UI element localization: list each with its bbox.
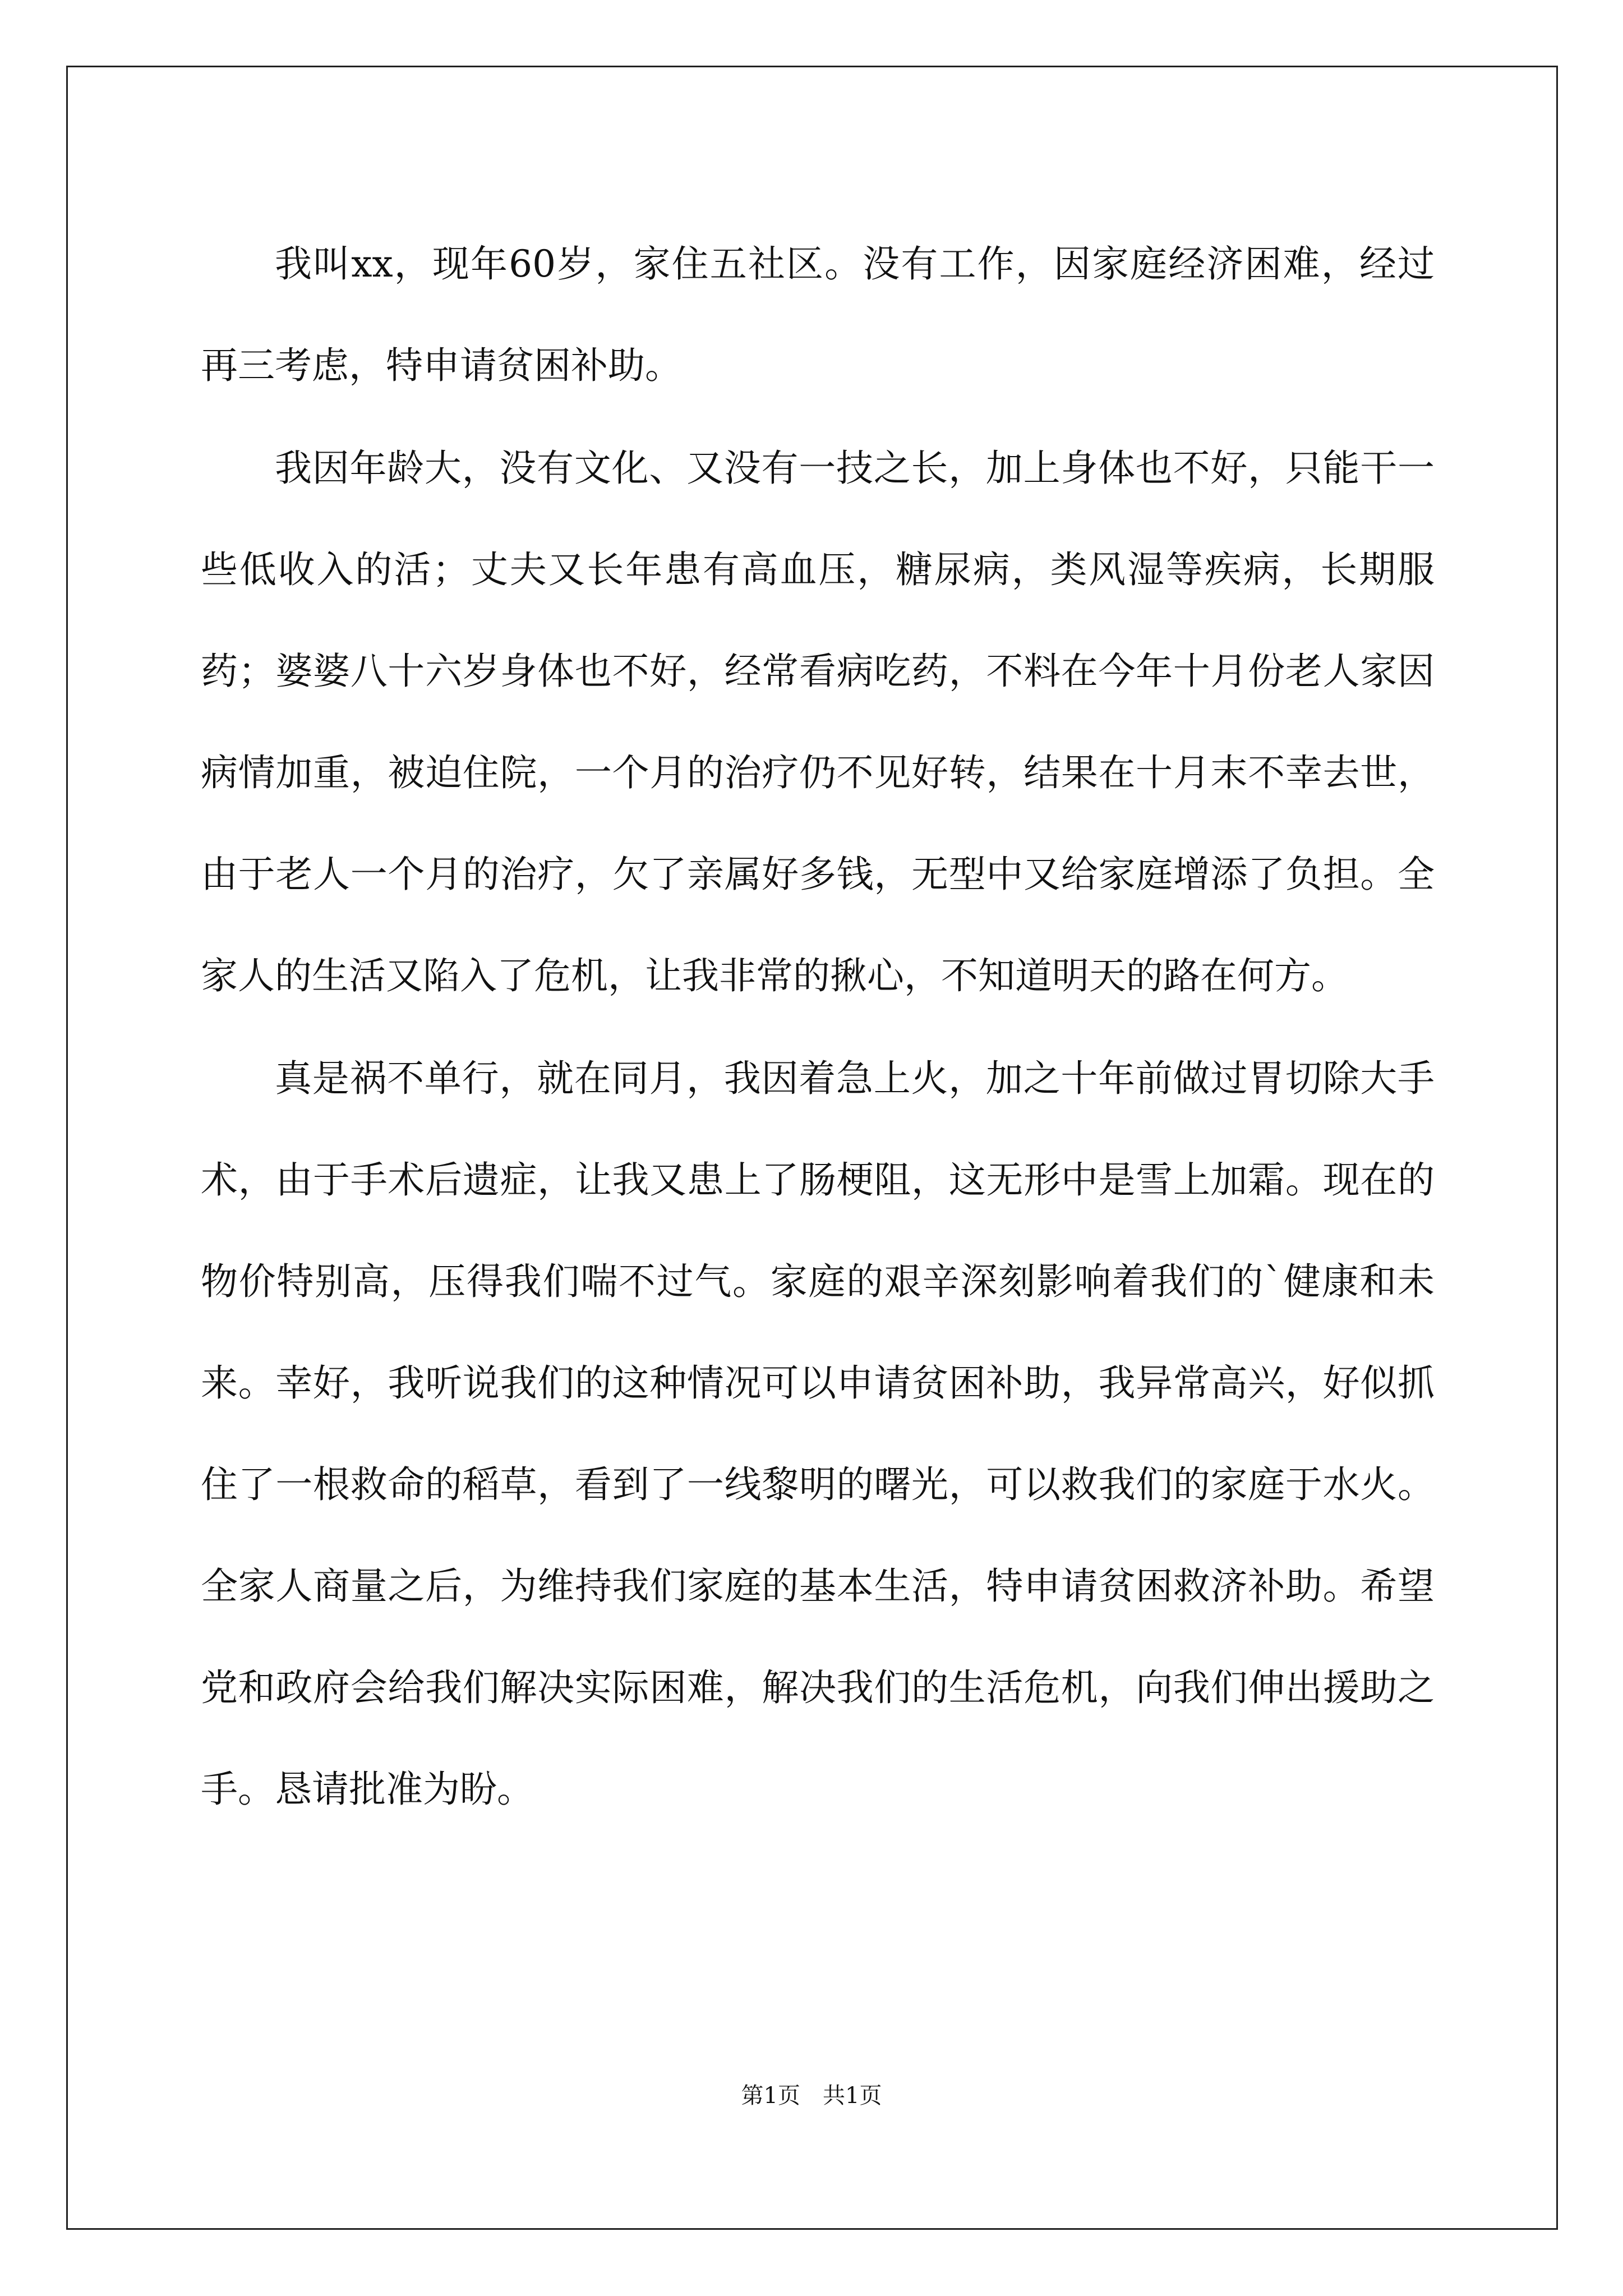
paragraph-1: 我叫xx，现年60岁，家住五社区。没有工作，因家庭经济困难，经过再三考虑，特申请贫困补助。 <box>201 242 1435 387</box>
page-total: 共1页 <box>823 2083 882 2109</box>
paragraph-3: 真是祸不单行，就在同月，我因着急上火，加之十年前做过胃切除大手术，由于手术后遗症，让我又患上了肠梗阻，这无形中是雪上加霜。现在的物价特别高，压得我们喘不过气。家庭的艰辛深刻影响着我们的`健康和未来。幸好，我听说我们的这种情况可以申请贫困补助，我异常高兴，好似抓住了一根救命的稻草，看到了一线黎明的曙光，可以救我们的家庭于水火。全家人商量之后，为维持我们家庭的基本生活，特申请贫困救济补助。希望党和政府会给我们解决实际困难，解决我们的生活危机，向我们伸出援助之手。恳请批准为盼。 <box>201 1057 1435 1811</box>
page-footer <box>0 2079 1623 2113</box>
document-body <box>201 213 1435 1840</box>
page-number: 第1页 <box>741 2083 800 2109</box>
paragraph-2: 我因年龄大，没有文化、又没有一技之长，加上身体也不好，只能干一些低收入的活；丈夫又长年患有高血压，糖尿病，类风湿等疾病，长期服药；婆婆八十六岁身体也不好，经常看病吃药，不料在今年十月份老人家因病情加重，被迫住院，一个月的治疗仍不见好转，结果在十月末不幸去世，由于老人一个月的治疗，欠了亲属好多钱，无型中又给家庭增添了负担。全家人的生活又陷入了危机，让我非常的揪心，不知道明天的路在何方。 <box>201 447 1435 997</box>
